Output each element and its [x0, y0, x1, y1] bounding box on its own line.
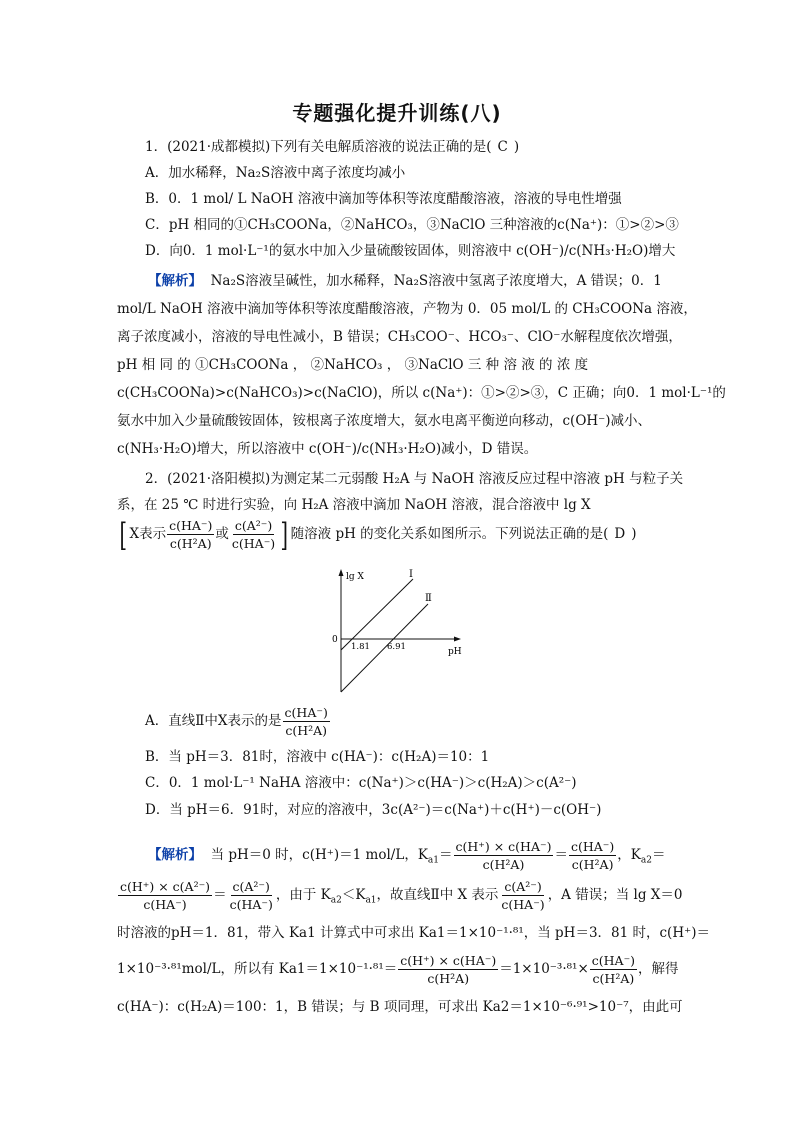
q2-stem-line1: 2．(2021·洛阳模拟)为测定某二元弱酸 H₂A 与 NaOH 溶液反应过程中溶液 pH 与粒子关: [145, 471, 684, 487]
q1-analysis-line: c(CH₃COONa)>c(NaHCO₃)>c(NaClO)，所以 c(Na⁺)：①>②>③，C 正确；向0．1 mol·L⁻¹的: [117, 385, 726, 401]
q1-option-d: D．向0．1 mol·L⁻¹的氨水中加入少量硫酸铵固体，则溶液中 c(OH⁻)/c(NH₃·H₂O)增大: [145, 243, 676, 259]
q2-analysis-line: 【解析】 当 pH＝0 时，c(H⁺)＝1 mol/L，$K_{a1}=$ $\frac{c(H^+) \times c(HA^-)}{\text{c(H²A)}}$ ＝ $\frac{c(HA^-)}{\text{c(H²A)}}$ ，$K_{a2}=$: [148, 839, 666, 872]
q1-option-a: A．加水稀释，Na₂S溶液中离子浓度均减小: [145, 165, 406, 181]
q1-analysis-line: 氨水中加入少量硫酸铵固体，铵根离子浓度增大，氨水电离平衡逆向移动，c(OH⁻)减小、: [117, 413, 652, 429]
q2-option-c: C．0．1 mol·L⁻¹ NaHA 溶液中：c(Na⁺)＞c(HA⁻)＞c(H₂A)＞c(A²⁻): [145, 775, 577, 791]
q2-analysis-line: $\frac{\text{c(H⁺) × c(A²⁻)}}{c(HA^-)}$ ＝ $\frac{\text{c(A²⁻)}}{c(HA^-)}$ ，由于 $K_{a2}<K_{a1}$，故直线Ⅱ中 X 表示 $\frac{\text{c(A²⁻)}}{c(HA^-)}$ ，A 错误；当 lg X＝0: [120, 879, 683, 912]
x-axis-label: pH: [448, 647, 462, 657]
q2-stem-line3: [ X表示 $\frac{c(HA^-)}{\text{c(H²A)}}$ 或 $\frac{\text{c(A²⁻)}}{c(HA^-)}$ ] 随溶液 pH 的变化关系如图所示。下列说法正确的是( D ): [119, 515, 637, 554]
q2-analysis-label: 【解析】: [148, 847, 202, 863]
q1-answer: C: [497, 139, 508, 155]
page-title: 专题强化提升训练(八): [292, 101, 502, 125]
q2-option-a: A．直线Ⅱ中X表示的是 $\frac{c(HA^-)}{\text{c(H²A)}}$: [145, 705, 328, 738]
fraction: $\frac{c(H^+) \times c(HA^-)}{\text{c(H²A)}}$: [455, 839, 552, 872]
y-axis-arrow: [339, 569, 344, 576]
fraction: $\frac{\text{c(A²⁻)}}{c(HA^-)}$: [501, 879, 545, 912]
lgx-ph-chart: [327, 565, 467, 695]
q1-option-b: B．0．1 mol/ L NaOH 溶液中滴加等体积等浓度醋酸溶液，溶液的导电性增强: [145, 191, 622, 207]
q2-analysis-line: 1×10⁻³·⁸¹mol/L，所以有 Ka1＝1×10⁻¹·⁸¹＝ $\frac{c(H^+) \times c(HA^-)}{\text{c(H²A)}}$ ＝1×10⁻³·⁸¹× $\frac{c(HA^-)}{\text{c(H²A)}}$ ，解得: [117, 953, 679, 986]
fraction: $\frac{c(HA^-)}{\text{c(H²A)}}$: [570, 839, 615, 872]
q2-answer: D: [614, 526, 626, 542]
q1-analysis-label: 【解析】: [148, 273, 202, 289]
fraction: $\frac{c(HA^-)}{\text{c(H²A)}}$: [169, 518, 213, 551]
q1-analysis-line: c(NH₃·H₂O)增大，所以溶液中 c(OH⁻)/c(NH₃·H₂O)减小，D 错误。: [117, 441, 538, 457]
fraction: $\frac{\text{c(H⁺) × c(A²⁻)}}{c(HA^-)}$: [120, 879, 211, 912]
fraction: $\frac{c(HA^-)}{\text{c(H²A)}}$: [284, 705, 328, 738]
q1-analysis-line: 离子浓度减小，溶液的导电性减小，B 错误；CH₃COO⁻、HCO₃⁻、ClO⁻水解程度依次增强，: [117, 329, 682, 345]
q1-analysis-line: mol/L NaOH 溶液中滴加等体积等浓度醋酸溶液，产物为 0．05 mol/L 的 CH₃COONa 溶液，: [117, 301, 697, 317]
line-2-label: Ⅱ: [425, 593, 432, 604]
fraction: $\frac{c(H^+) \times c(HA^-)}{\text{c(H²A)}}$: [400, 953, 497, 986]
q2-analysis-line: c(HA⁻)：c(H₂A)＝100：1，B 错误；与 B 项同理，可求出 Ka2＝1×10⁻⁶·⁹¹>10⁻⁷，由此可: [117, 999, 683, 1015]
fraction: $\frac{\text{c(A²⁻)}}{c(HA^-)}$: [229, 879, 273, 912]
q1-stem: 1．(2021·成都模拟)下列有关电解质溶液的说法正确的是( C ): [145, 139, 520, 155]
q2-stem-line2: 系，在 25 ℃ 时进行实验，向 H₂A 溶液中滴加 NaOH 溶液，混合溶液中 lg X: [117, 497, 591, 513]
x-axis-arrow: [454, 637, 461, 642]
x-tick-label: 6.91: [387, 642, 406, 652]
q1-option-c: C．pH 相同的①CH₃COONa，②NaHCO₃，③NaClO 三种溶液的c(Na⁺)：①>②>③: [145, 217, 679, 233]
line-1-label: I: [409, 569, 413, 580]
q1-analysis-line: pH 相 同 的 ①CH₃COONa ， ②NaHCO₃ ， ③NaClO 三 种 溶 液 的 浓 度: [117, 357, 589, 373]
origin-label: 0: [332, 635, 338, 645]
x-tick-label: 1.81: [351, 642, 370, 652]
q2-analysis-line: 时溶液的pH＝1．81，带入 Ka1 计算式中可求出 Ka1＝1×10⁻¹·⁸¹，当 pH＝3．81 时，c(H⁺)＝: [117, 925, 710, 941]
fraction: $\frac{\text{c(A²⁻)}}{c(HA^-)}$: [231, 518, 276, 551]
y-axis-label: lg X: [346, 572, 364, 582]
q2-option-b: B．当 pH＝3．81时，溶液中 c(HA⁻)：c(H₂A)＝10：1: [145, 749, 490, 765]
fraction: $\frac{c(HA^-)}{\text{c(H²A)}}$: [591, 953, 636, 986]
q1-analysis-line: 【解析】 Na₂S溶液呈碱性，加水稀释，Na₂S溶液中氢离子浓度增大，A 错误；0．1: [148, 273, 662, 289]
q2-option-d: D．当 pH＝6．91时，对应的溶液中，3c(A²⁻)＝c(Na⁺)＋c(H⁺)－c(OH⁻): [145, 802, 602, 818]
